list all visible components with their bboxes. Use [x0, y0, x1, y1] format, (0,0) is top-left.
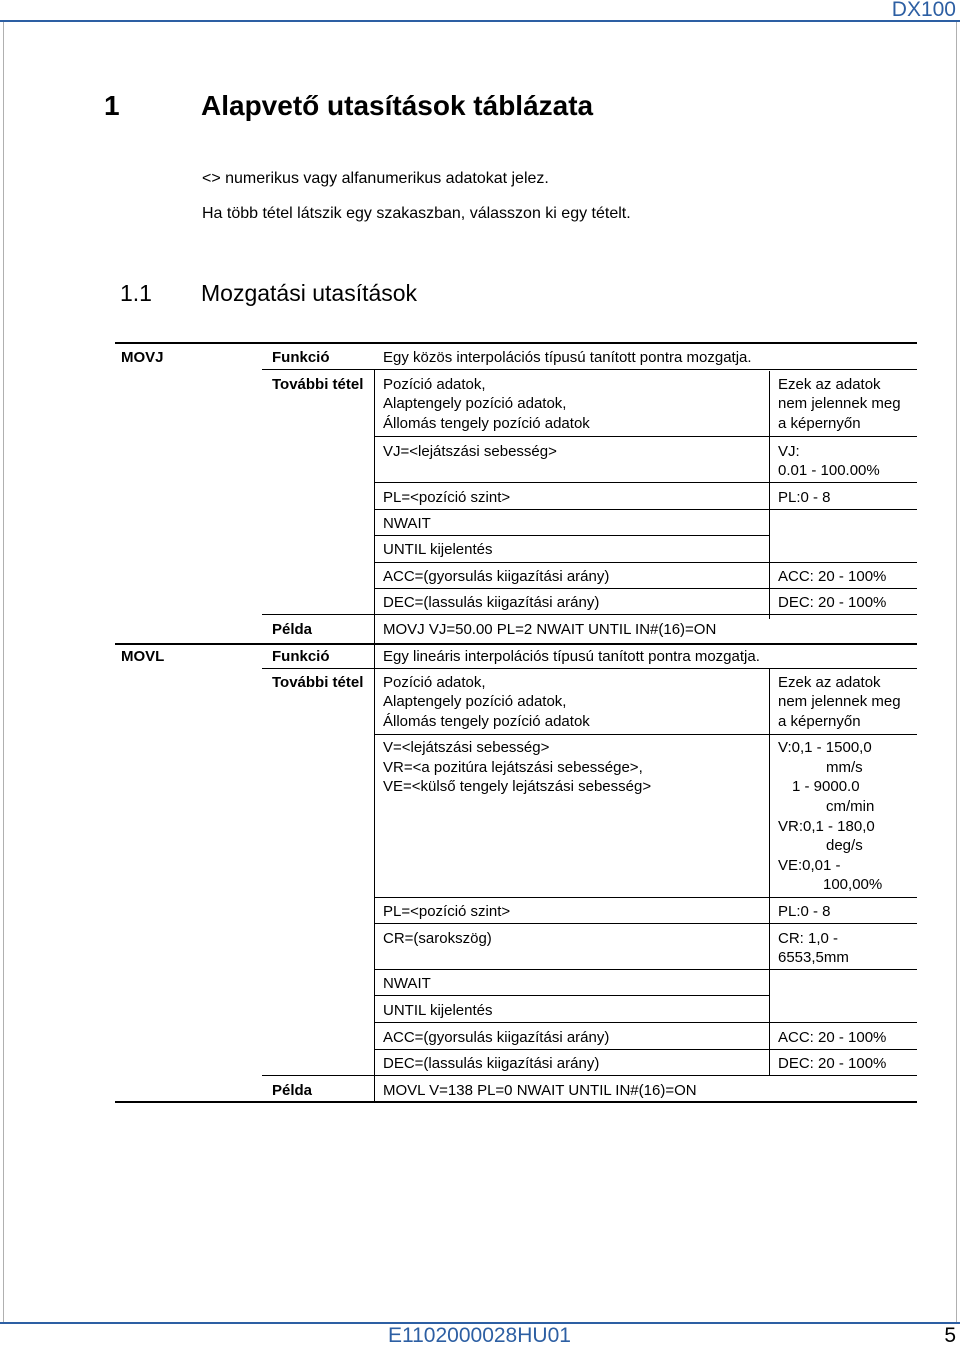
- movl-speed-range: 1 - 9000.0: [792, 778, 860, 795]
- movl-speed-range: cm/min: [826, 798, 875, 815]
- movj-func-label: Funkció: [272, 349, 330, 366]
- movl-cr-range: CR: 1,0 -: [778, 930, 839, 947]
- movl-func-text: Egy lineáris interpolációs típusú tanított pontra mozgatja.: [383, 648, 760, 665]
- table-top-rule: [115, 342, 917, 344]
- section-number: 1: [104, 90, 120, 121]
- movl-acc-range: ACC: 20 - 100%: [778, 1029, 887, 1046]
- movl-speed-range: VR:0,1 - 180,0: [778, 818, 875, 835]
- left-margin-rule: [3, 22, 4, 1322]
- movj-dec-range: DEC: 20 - 100%: [778, 594, 887, 611]
- movl-pl-range: PL:0 - 8: [778, 903, 831, 920]
- movl-speed-range: V:0,1 - 1500,0: [778, 739, 872, 756]
- movj-row-rule: [374, 535, 769, 536]
- subsection-title: Mozgatási utasítások: [201, 280, 418, 306]
- movj-func-text: Egy közös interpolációs típusú tanított pontra mozgatja.: [383, 349, 752, 366]
- col-separator-movl: [769, 669, 770, 1075]
- movj-row-rule: [374, 562, 917, 563]
- movj-ex-label: Példa: [272, 621, 313, 638]
- movl-row-rule: [374, 897, 917, 898]
- movj-row-rule: [374, 509, 917, 510]
- intro-line-2: Ha több tétel látszik egy szakaszban, válasszon ki egy tételt.: [202, 205, 631, 222]
- movl-speed-range: 100,00%: [823, 876, 883, 893]
- movl-speed-line: VE=<külső tengely lejátszási sebesség>: [383, 778, 652, 795]
- movl-pos-line: Alaptengely pozíció adatok,: [383, 693, 567, 710]
- movl-func-row-rule: [374, 668, 917, 669]
- movj-acc-range: ACC: 20 - 100%: [778, 568, 887, 585]
- movl-dec-range: DEC: 20 - 100%: [778, 1055, 887, 1072]
- movj-vj: VJ=<lejátszási sebesség>: [383, 443, 557, 460]
- movj-row-rule: [374, 588, 917, 589]
- movl-acc: ACC=(gyorsulás kiigazítási arány): [383, 1029, 610, 1046]
- movj-pos-line: Állomás tengely pozíció adatok: [383, 415, 590, 432]
- movl-speed-line: V=<lejátszási sebesség>: [383, 739, 550, 756]
- movl-dec: DEC=(lassulás kiigazítási arány): [383, 1055, 600, 1072]
- page-number: 5: [944, 1324, 956, 1347]
- movj-vj-range: 0.01 - 100.00%: [778, 462, 880, 479]
- movj-pos-line: Pozíció adatok,: [383, 376, 486, 393]
- movj-add-rule: [262, 614, 374, 615]
- movj-row-rule: [374, 436, 917, 437]
- movl-pos-note: a képernyőn: [778, 713, 861, 730]
- col-separator-movj: [769, 371, 770, 619]
- movj-pl-range: PL:0 - 8: [778, 489, 831, 506]
- movl-cr: CR=(sarokszög): [383, 930, 492, 947]
- table-bottom-rule: [115, 1101, 917, 1103]
- movl-add-label: További tétel: [272, 674, 364, 691]
- movl-row-rule: [374, 995, 769, 996]
- movl-speed-range: mm/s: [826, 759, 863, 776]
- movj-func-rule: [262, 369, 374, 370]
- col-separator-1: [374, 369, 375, 1102]
- movl-pos-line: Pozíció adatok,: [383, 674, 486, 691]
- movl-speed-range: deg/s: [826, 837, 863, 854]
- movl-pl: PL=<pozíció szint>: [383, 903, 511, 920]
- movj-pos-note: a képernyőn: [778, 415, 861, 432]
- movl-speed-line: VR=<a pozitúra lejátszási sebessége>,: [383, 759, 643, 776]
- right-margin-rule: [956, 22, 957, 1322]
- movl-speed-range: VE:0,01 -: [778, 857, 841, 874]
- movl-ex-label: Példa: [272, 1082, 313, 1099]
- movl-pos-line: Állomás tengely pozíció adatok: [383, 713, 590, 730]
- movj-acc: ACC=(gyorsulás kiigazítási arány): [383, 568, 610, 585]
- movl-example: MOVL V=138 PL=0 NWAIT UNTIL IN#(16)=ON: [383, 1082, 697, 1099]
- movl-cr-range: 6553,5mm: [778, 949, 849, 966]
- movj-name: MOVJ: [121, 349, 164, 366]
- movl-pos-note: nem jelennek meg: [778, 693, 901, 710]
- movj-until: UNTIL kijelentés: [383, 541, 493, 558]
- movj-func-row-rule: [374, 369, 917, 370]
- movl-row-rule: [374, 1075, 917, 1076]
- movl-row-rule: [374, 1022, 917, 1023]
- movl-row-rule: [374, 969, 917, 970]
- movj-pos-note: Ezek az adatok: [778, 376, 881, 393]
- movj-pos-line: Alaptengely pozíció adatok,: [383, 395, 567, 412]
- movj-vj-range: VJ:: [778, 443, 800, 460]
- movl-func-rule: [262, 668, 374, 669]
- movl-row-rule: [374, 923, 917, 924]
- movl-row-rule: [374, 1049, 917, 1050]
- intro-line-1: <> numerikus vagy alfanumerikus adatokat jelez.: [202, 170, 549, 187]
- movl-separator-rule: [115, 643, 917, 645]
- section-title: Alapvető utasítások táblázata: [201, 90, 594, 121]
- movj-add-label: További tétel: [272, 376, 364, 393]
- movl-name: MOVL: [121, 648, 165, 665]
- movl-pos-note: Ezek az adatok: [778, 674, 881, 691]
- movl-nwait: NWAIT: [383, 975, 431, 992]
- subsection-number: 1.1: [120, 280, 152, 306]
- movl-row-rule: [374, 734, 917, 735]
- movj-pos-note: nem jelennek meg: [778, 395, 901, 412]
- header-label: DX100: [891, 0, 956, 21]
- movj-row-rule: [374, 614, 917, 615]
- movl-until: UNTIL kijelentés: [383, 1002, 493, 1019]
- movj-row-rule: [374, 482, 917, 483]
- movj-nwait: NWAIT: [383, 515, 431, 532]
- movj-pl: PL=<pozíció szint>: [383, 489, 511, 506]
- movl-func-label: Funkció: [272, 648, 330, 665]
- movj-dec: DEC=(lassulás kiigazítási arány): [383, 594, 600, 611]
- header-rule: [0, 20, 960, 22]
- movl-add-rule: [262, 1075, 374, 1076]
- document-code: E1102000028HU01: [388, 1324, 571, 1347]
- movj-example: MOVJ VJ=50.00 PL=2 NWAIT UNTIL IN#(16)=ON: [383, 621, 717, 638]
